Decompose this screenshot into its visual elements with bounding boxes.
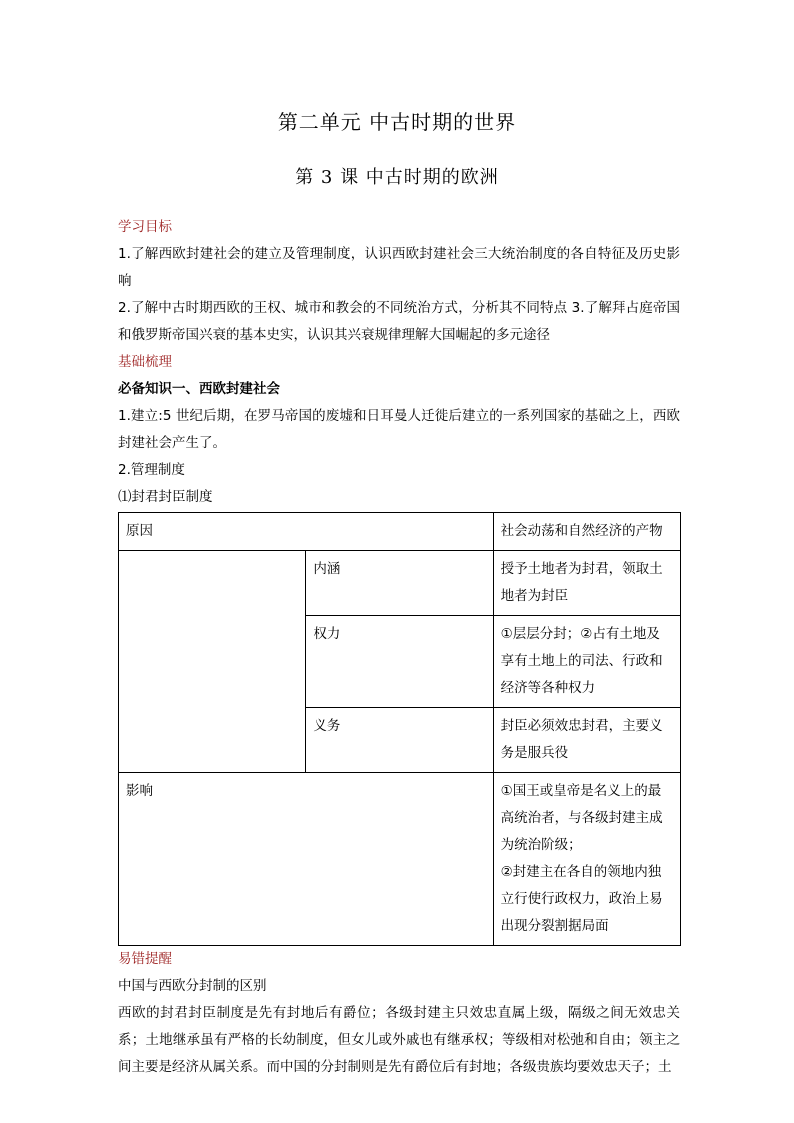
objective-item-2: 2.了解中古时期西欧的王权、城市和教会的不同统治方式，分析其不同特点 3.了解拜占庭帝国和俄罗斯帝国兴衰的基本史实，认识其兴衰规律理解大国崛起的多元途径 xyxy=(118,300,680,343)
row-label-cause: 原因 xyxy=(119,513,494,551)
row-value-duty: 封臣必须效忠封君，主要义务是服兵役 xyxy=(493,708,680,773)
unit-title: 第二单元 中古时期的世界 xyxy=(277,110,517,134)
lesson-title: 第 3 课 中古时期的欧洲 xyxy=(295,167,499,188)
objectives-heading: 学习目标 xyxy=(118,219,172,235)
table-row xyxy=(119,513,681,551)
row-label-power: 权力 xyxy=(306,616,493,708)
table-blank-cell xyxy=(119,551,306,773)
impact-item-2: ②封建主在各自的领地内独立行使行政权力，政治上易出现分裂割据局面 xyxy=(500,864,663,934)
row-label-impact: 影响 xyxy=(119,773,494,946)
row-value-cause: 社会动荡和自然经济的产物 xyxy=(493,513,680,551)
row-label-meaning: 内涵 xyxy=(306,551,493,616)
basics-heading: 基础梳理 xyxy=(118,354,172,370)
table-row xyxy=(119,773,681,946)
reminder-body: 西欧的封君封臣制度是先有封地后有爵位；各级封建主只效忠直属上级，隔级之间无效忠关系；土地继承虽有严格的长幼制度，但女儿或外戚也有继承权；等级相对松弛和自由；领主之间主要是经济从属关系。而中国的分封制则是先有爵位后有封地；各级贵族均要效忠天子；土 xyxy=(118,1005,680,1075)
feudal-system-table xyxy=(118,512,681,946)
row-label-duty: 义务 xyxy=(306,708,493,773)
document-body xyxy=(118,214,680,1081)
reminder-heading: 易错提醒 xyxy=(118,951,172,967)
point-management: 2.管理制度 xyxy=(118,462,185,478)
reminder-subtitle: 中国与西欧分封制的区别 xyxy=(118,978,267,994)
row-value-power: ①层层分封；②占有土地及享有土地上的司法、行政和经济等各种权力 xyxy=(493,616,680,708)
point-establish: 1.建立:5 世纪后期，在罗马帝国的废墟和日耳曼人迁徙后建立的一系列国家的基础之上，西欧封建社会产生了。 xyxy=(118,408,680,451)
row-value-impact xyxy=(493,773,680,946)
sub-feudal-system: ⑴封君封臣制度 xyxy=(118,489,213,505)
row-value-meaning: 授予土地者为封君，领取土地者为封臣 xyxy=(493,551,680,616)
section-title: 必备知识一、西欧封建社会 xyxy=(118,381,280,397)
table-row xyxy=(119,551,681,616)
objective-item-1: 1.了解西欧封建社会的建立及管理制度，认识西欧封建社会三大统治制度的各自特征及历史影响 xyxy=(118,246,680,289)
impact-item-1: ①国王或皇帝是名义上的最高统治者，与各级封建主成为统治阶级； xyxy=(500,783,663,853)
